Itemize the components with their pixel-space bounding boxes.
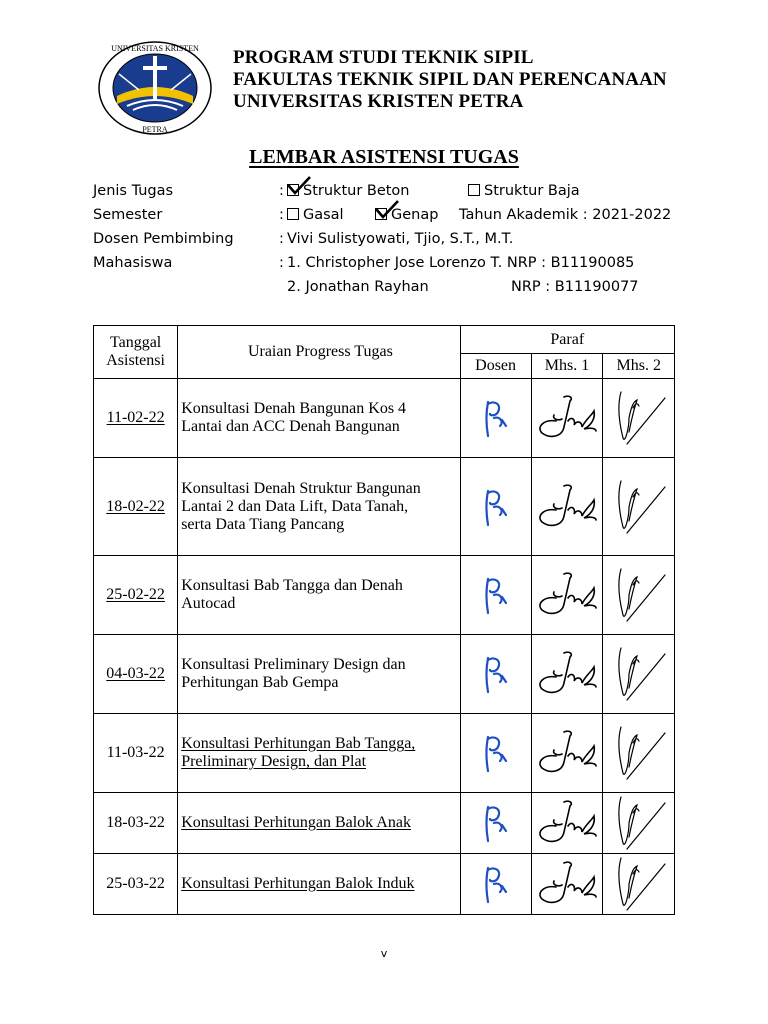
date-text: 18-03-22 xyxy=(106,814,165,831)
checkbox-gasal xyxy=(287,208,299,220)
label-mahasiswa: Mahasiswa xyxy=(93,255,173,271)
cell-signature-mhs1 xyxy=(531,793,603,854)
cell-date xyxy=(94,793,178,854)
description-line: Lantai 2 dan Data Lift, Data Tanah, xyxy=(181,497,409,515)
option-gasal: Gasal xyxy=(287,207,344,223)
page-number: v xyxy=(380,947,388,960)
student-2-nrp: NRP : B11190077 xyxy=(511,279,639,295)
colon: : xyxy=(279,255,284,271)
cell-signature-dosen xyxy=(460,556,531,635)
assistance-log-table xyxy=(93,325,675,915)
cell-date xyxy=(94,714,178,793)
cell-signature-mhs2 xyxy=(603,854,675,915)
cell-signature-dosen xyxy=(460,714,531,793)
description-line: Konsultasi Preliminary Design dan xyxy=(181,656,406,673)
cell-signature-mhs1 xyxy=(531,458,603,556)
cell-description xyxy=(178,854,460,915)
option-struktur-baja: Struktur Baja xyxy=(468,183,580,199)
option-struktur-beton: Struktur Beton xyxy=(287,183,410,199)
cell-date xyxy=(94,379,178,458)
cell-description xyxy=(178,635,460,714)
cell-description xyxy=(178,714,460,793)
colon: : xyxy=(279,183,284,199)
checkbox-genap xyxy=(375,208,387,220)
description-line: Lantai dan ACC Denah Bangunan xyxy=(181,418,400,435)
table-row xyxy=(94,854,675,915)
handwritten-signature xyxy=(534,393,600,443)
table-row xyxy=(94,793,675,854)
date-text: 04-03-22 xyxy=(106,665,165,682)
cell-signature-mhs2 xyxy=(603,714,675,793)
handwritten-signature xyxy=(611,644,667,704)
value-dosen: Vivi Sulistyowati, Tjio, S.T., M.T. xyxy=(287,231,514,247)
cell-signature-mhs1 xyxy=(531,854,603,915)
header-line-faculty: FAKULTAS TEKNIK SIPIL DAN PERENCANAAN xyxy=(233,69,667,90)
description-line: Preliminary Design, dan Plat xyxy=(181,753,367,770)
cell-signature-dosen xyxy=(460,458,531,556)
header-mhs1: Mhs. 1 xyxy=(531,354,603,379)
date-text: 25-03-22 xyxy=(106,875,165,892)
handwritten-signature xyxy=(476,731,516,775)
header-date: Tanggal Asistensi xyxy=(94,326,178,379)
handwritten-signature xyxy=(611,477,667,537)
cell-date xyxy=(94,854,178,915)
description-line: Konsultasi Denah Struktur Bangunan xyxy=(181,479,421,497)
handwritten-signature xyxy=(534,649,600,699)
header-paraf: Paraf xyxy=(460,326,674,354)
cell-date xyxy=(94,635,178,714)
cell-description xyxy=(178,458,460,556)
institution-header xyxy=(233,47,667,113)
handwritten-signature xyxy=(476,801,516,845)
header-dosen: Dosen xyxy=(460,354,531,379)
table-row xyxy=(94,714,675,793)
checkmark-icon xyxy=(286,175,312,197)
academic-year: Tahun Akademik : 2021-2022 xyxy=(459,207,672,223)
handwritten-signature xyxy=(534,728,600,778)
student-1: 1. Christopher Jose Lorenzo T. NRP : B11190085 xyxy=(287,255,635,271)
document-title: LEMBAR ASISTENSI TUGAS xyxy=(249,146,519,168)
logo-text-bottom: PETRA xyxy=(142,125,168,134)
date-text: 18-02-22 xyxy=(106,497,165,515)
cell-signature-mhs1 xyxy=(531,714,603,793)
description-line: Konsultasi Denah Bangunan Kos 4 xyxy=(181,400,407,417)
handwritten-signature xyxy=(476,396,516,440)
date-text: 11-02-22 xyxy=(106,409,165,426)
description-line: Autocad xyxy=(181,595,236,612)
cell-signature-mhs1 xyxy=(531,635,603,714)
description-line: Konsultasi Perhitungan Balok Induk xyxy=(181,875,415,892)
table-row xyxy=(94,635,675,714)
cell-description xyxy=(178,379,460,458)
date-text: 11-03-22 xyxy=(106,744,165,761)
cell-description xyxy=(178,556,460,635)
table-row xyxy=(94,556,675,635)
handwritten-signature xyxy=(611,565,667,625)
cell-signature-mhs2 xyxy=(603,793,675,854)
table-row xyxy=(94,379,675,458)
description-line: Konsultasi Perhitungan Balok Anak xyxy=(181,814,411,831)
cell-signature-mhs1 xyxy=(531,379,603,458)
cell-signature-mhs2 xyxy=(603,379,675,458)
description-line: serta Data Tiang Pancang xyxy=(181,515,345,533)
table-row xyxy=(94,458,675,556)
cell-signature-mhs1 xyxy=(531,556,603,635)
cell-signature-dosen xyxy=(460,793,531,854)
description-line: Perhitungan Bab Gempa xyxy=(181,674,339,691)
header-line-program: PROGRAM STUDI TEKNIK SIPIL xyxy=(233,47,534,68)
handwritten-signature xyxy=(611,793,667,853)
handwritten-signature xyxy=(534,859,600,909)
header-description: Uraian Progress Tugas xyxy=(178,326,460,379)
checkbox-struktur-baja xyxy=(468,184,480,196)
colon: : xyxy=(279,231,284,247)
handwritten-signature xyxy=(476,573,516,617)
cell-description xyxy=(178,793,460,854)
handwritten-signature xyxy=(611,854,667,914)
cell-date xyxy=(94,458,178,556)
colon: : xyxy=(279,207,284,223)
checkmark-icon xyxy=(374,199,400,221)
checkbox-struktur-beton xyxy=(287,184,299,196)
label-semester: Semester xyxy=(93,207,163,223)
label-dosen: Dosen Pembimbing xyxy=(93,231,234,247)
cell-signature-mhs2 xyxy=(603,635,675,714)
handwritten-signature xyxy=(476,652,516,696)
header-line-university: UNIVERSITAS KRISTEN PETRA xyxy=(233,91,524,112)
handwritten-signature xyxy=(476,485,516,529)
handwritten-signature xyxy=(534,570,600,620)
date-text: 25-02-22 xyxy=(106,586,165,603)
cell-signature-dosen xyxy=(460,379,531,458)
header-mhs2: Mhs. 2 xyxy=(603,354,675,379)
description-line: Konsultasi Bab Tangga dan Denah xyxy=(181,577,403,594)
cell-signature-dosen xyxy=(460,854,531,915)
handwritten-signature xyxy=(611,723,667,783)
table-header-row xyxy=(94,326,675,354)
handwritten-signature xyxy=(476,862,516,906)
university-logo xyxy=(97,40,213,136)
option-genap: Genap xyxy=(375,207,438,223)
student-2-name: 2. Jonathan Rayhan xyxy=(287,279,429,295)
label-jenis-tugas: Jenis Tugas xyxy=(93,183,174,199)
logo-text-top: UNIVERSITAS KRISTEN xyxy=(111,44,199,53)
description-line: Konsultasi Perhitungan Bab Tangga, xyxy=(181,735,416,752)
handwritten-signature xyxy=(611,388,667,448)
handwritten-signature xyxy=(534,482,600,532)
cell-signature-mhs2 xyxy=(603,556,675,635)
cell-date xyxy=(94,556,178,635)
handwritten-signature xyxy=(534,798,600,848)
cell-signature-mhs2 xyxy=(603,458,675,556)
cell-signature-dosen xyxy=(460,635,531,714)
